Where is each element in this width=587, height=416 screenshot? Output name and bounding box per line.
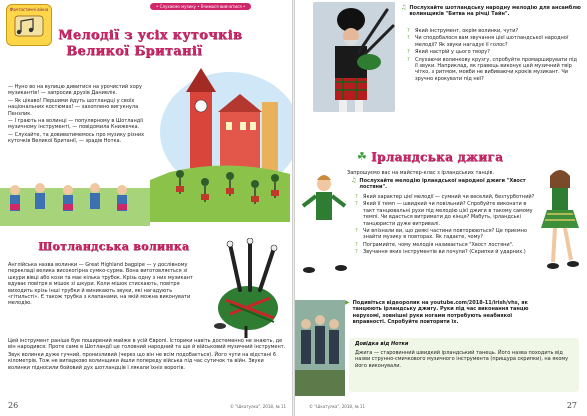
page-title [58, 28, 288, 60]
footer-left: © "Шкатулка", 2018, № 11 [230, 404, 287, 409]
question-mark-icon: ? [355, 249, 358, 256]
question-mark-icon: ? [355, 241, 358, 248]
bagpipe-section-title: Шотландська волинка [38, 240, 190, 253]
page-number-right: 27 [566, 401, 577, 410]
question-text: Слухаючи волинкову крузгу, спробуйте промарширувати під її звуки. Наприклад, як гравець виконує цей музичний твір чітко, з ритмом, мовби не вибиваючи кроків музикант. Чи зручно крокувати під неї? [415, 56, 578, 82]
question-text: Чи сподобалося вам звучання цієї шотландської народної мелодії? Як звуки нагадує її голос? [415, 35, 569, 48]
callout-text: Джига — старовинний швидкий ірландський танець. Його назва походить від назви струнно-смичкового музичного інструмента (прищура скрипки), на якому його виконували. [355, 350, 569, 369]
left-page [0, 0, 292, 416]
piper-photo [313, 2, 395, 112]
callout-title: Довідка від Нотки [355, 341, 409, 347]
question-item [355, 249, 535, 255]
question-mark-icon: ? [407, 49, 410, 56]
jig-section-title: Ірландська джига [371, 150, 504, 164]
listen-jig-text: Послухайте мелодію ірландської народної джиги "Хвост лостяни". [359, 178, 526, 191]
intro-paragraph: — І грають на волинці — популярному в Шотландії музичному інструменті, — повідомила Книжечка. [8, 118, 143, 131]
question-mark-icon: ? [407, 56, 410, 63]
question-mark-icon: ? [407, 28, 410, 34]
headphones-icon: ♫ [351, 177, 357, 184]
bagpipe-paragraph: Цей інструмент раніше був поширений майже в усій Європі. Історики навіть достеменно не знають, де він народився. Проте саме в Шотландії це головний народний та ще й військовий музичний інструмент. [8, 338, 286, 351]
jig-invite: Запрошуємо вас на майстер-клас з ірландських танців. [347, 170, 495, 176]
question-item [355, 194, 535, 200]
question-text: Який інструмент, окрім волинки, чути? [415, 28, 519, 34]
dancer-left-illustration [299, 170, 349, 280]
intro-paragraph: — Як цікаво! Першими йдуть шотландці у своїх національних костюмах! — захоплено вигукнула Пензлик. [8, 97, 139, 117]
bagpipe-paragraph: Звук волинки дуже гучний, пронизливий (через що він не всім подобається). Його чути на відстані 6 кілометрів. Тож не випадково волинщики йшли попереду війська під час сутичок та війн. Звуки волинки підносили бойовий дух шотландців і лякали їхніх ворогів. [8, 351, 277, 371]
question-item [355, 228, 535, 241]
video-prompt [345, 300, 545, 326]
question-mark-icon: ? [355, 194, 358, 200]
question-mark-icon: ? [355, 201, 358, 208]
question-text: Чи впізнали ви, що деякі частини повторюються? Це приємно знайти музику в повторах. Як гадаєте, чому? [363, 228, 527, 241]
intro-paragraph: — Нуно во на вулицю дивитися на урочистий хору музикантів! — запросив друзів Даниелік. [8, 84, 142, 97]
footer-right: © "Шкатулка", 2018, № 11 [309, 404, 366, 409]
question-item [355, 242, 535, 248]
bagpipe-text [8, 262, 196, 308]
question-text: Звучання яких інструментів ви почули? (Скрипки й ударних.) [363, 249, 526, 256]
nota-callout [349, 338, 579, 392]
title-line-1: Мелодії з усіх куточків [58, 28, 243, 43]
bagpipe-image [200, 238, 292, 338]
question-text: Який характер цієї мелодії — сумний чи веселий, безтурботний? [363, 194, 535, 200]
intro-paragraph: — Слухайте, та довиватимемось про музику різних куточків Великої Британії, — зрадів Нотка. [8, 131, 145, 145]
question-mark-icon: ? [355, 228, 358, 235]
section-tag: • Слухаємо музику • Вчимося вивчатися • [150, 3, 251, 10]
logo-text: Фантастичні вікна [9, 7, 49, 12]
question-text: Який настрій у цього твору? [415, 49, 490, 56]
parade-illustration [150, 62, 292, 222]
listen-bagpipe-text: Послухайте шотландську народну мелодію для ансамблю волинщиків "Битва на річці Тайн". [409, 5, 581, 18]
music-notes-icon [7, 12, 51, 42]
listen-bagpipe-prompt [401, 5, 581, 18]
intro-text [8, 84, 154, 146]
headphones-icon: ♫ [401, 4, 407, 11]
listen-jig-prompt [351, 178, 531, 191]
question-text: Який її темп — швидкий чи повільний? Спробуйте виконати в такт танцювальні рухи під мелодію цієї джиги в такому самому темпі. Чи вдасться витримати до кінця? Мабуть, ірландські танцюристи дуже витривалі. [363, 201, 533, 227]
dancers-photo [295, 300, 345, 396]
right-page [295, 0, 587, 416]
jig-questions [355, 194, 535, 257]
bagpipe-text-wide [8, 338, 286, 372]
question-item [407, 35, 581, 48]
dancer-right-illustration [535, 166, 585, 276]
question-mark-icon: ? [407, 35, 410, 42]
page-number-left: 26 [8, 401, 19, 410]
question-item [407, 28, 581, 34]
crowd-illustration [0, 168, 150, 226]
magazine-logo [6, 4, 52, 46]
shamrock-icon: ☘ [357, 150, 367, 163]
video-icon: ▶ [345, 299, 350, 306]
bagpipe-paragraph: Англійська назва волинки — Great Highland bagpipe — у дослівному перекладі велика високогірна сумко-сурма. Вона виготовляється зі шкури вівці або кози та має кілька трубок. Крізь одну з них музикант вдуває повітря в мішок зі шкури. Коли мішок стискають, повітря виходить крізь інші трубки й виникають звуки, які нагадують «гітильсті». Є також трубка з клапанами, на якій можна виконувати мелодію. [8, 262, 193, 307]
video-prompt-text[interactable]: Подивіться відеоролик на youtube.com/2018-11/irish/vhs, як танцюють ірландську джигу. Руки під час виконання танцю нерухомі, зовнішні руки ногами потребують неабиякої вправності. Спробуйте повторити їх. [352, 300, 529, 326]
question-item [407, 49, 581, 55]
title-line-2: Великої Британії [66, 44, 203, 59]
bagpipe-questions [407, 28, 581, 83]
question-item [407, 57, 581, 83]
question-text: Пограмийте, чому мелодія називається "Хвост лостяни". [363, 241, 514, 248]
question-item [355, 201, 535, 227]
